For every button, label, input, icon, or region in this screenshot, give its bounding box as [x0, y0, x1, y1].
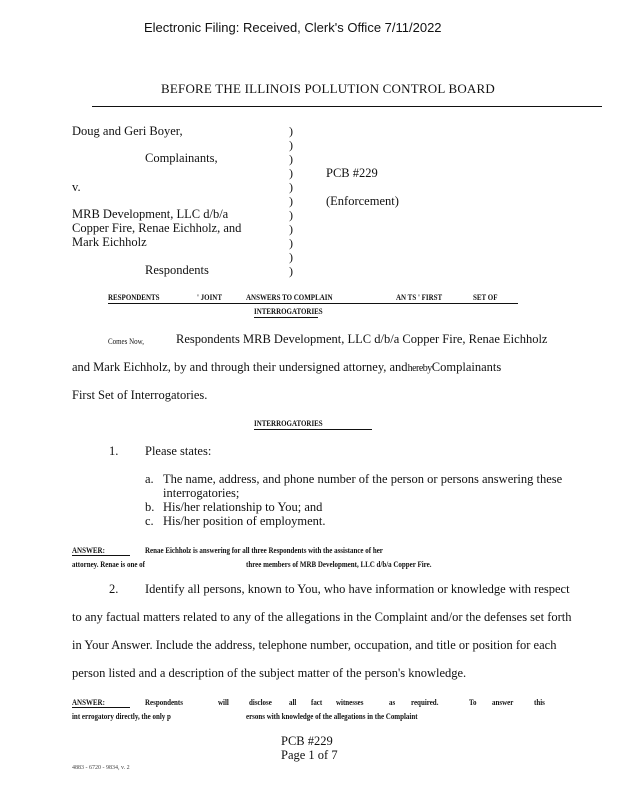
- q2-answer-label: ANSWER:: [72, 697, 105, 707]
- section-title: INTERROGATORIES: [254, 418, 323, 428]
- respondents-line1: MRB Development, LLC d/b/a: [72, 207, 229, 221]
- q2-line4: person listed and a description of the subject matter of the person's knowledge.: [72, 666, 467, 680]
- intro-line2-hereby: hereby: [407, 363, 432, 374]
- q2-line1: Identify all persons, known to You, who have information or knowledge with respect: [145, 582, 570, 596]
- q2-answer-underline: [72, 707, 130, 708]
- intro-line2-c: Complainants: [431, 360, 502, 374]
- intro-line2-a: and Mark Eichholz, by and through their undersigned attorney, and: [72, 360, 408, 374]
- footer-case-number: PCB #229: [281, 734, 333, 748]
- heading-set-of: SET OF: [473, 292, 498, 302]
- footer-doc-id: 4883 - 6720 - 9834, v. 2: [72, 765, 130, 771]
- heading-underline-2: [254, 317, 318, 318]
- q2-answer-word: answer: [492, 697, 514, 707]
- versus: v.: [72, 180, 81, 194]
- case-number: PCB #229: [326, 166, 378, 180]
- paren: ): [289, 236, 293, 250]
- intro-line1: Respondents MRB Development, LLC d/b/a Copper Fire, Renae Eichholz: [176, 332, 548, 346]
- section-title-underline: [254, 429, 372, 430]
- case-type: (Enforcement): [326, 194, 399, 208]
- q1-answer-underline: [72, 555, 130, 556]
- filing-stamp: Electronic Filing: Received, Clerk's Office 7/11/2022: [144, 20, 442, 35]
- q2-answer-word: To: [469, 697, 477, 707]
- heading-interrogatories: INTERROGATORIES: [254, 306, 323, 316]
- q2-answer-word: this: [534, 697, 545, 707]
- respondents-label: Respondents: [145, 263, 209, 277]
- title-rule: [92, 106, 602, 107]
- intro-line3: First Set of Interrogatories.: [72, 388, 208, 402]
- paren: ): [289, 124, 293, 138]
- paren: ): [289, 222, 293, 236]
- complainants-names: Doug and Geri Boyer,: [72, 124, 183, 138]
- intro-line2: [72, 360, 501, 375]
- q1-item-a-label: a.: [145, 472, 154, 486]
- heading-respondents: RESPONDENTS: [108, 292, 160, 302]
- paren: ): [289, 152, 293, 166]
- complainants-label: Complainants,: [145, 151, 218, 165]
- q1-item-b-label: b.: [145, 500, 155, 514]
- q2-answer-word: Respondents: [145, 697, 183, 707]
- heading-first: AN TS ' FIRST: [396, 292, 443, 302]
- q1-item-c-label: c.: [145, 514, 154, 528]
- q1-answer-line2b: three members of MRB Development, LLC d/b/a Copper Fire.: [246, 559, 432, 569]
- paren: ): [289, 166, 293, 180]
- paren: ): [289, 180, 293, 194]
- heading-answers: ANSWERS TO COMPLAIN: [246, 292, 333, 302]
- q1-item-b-line1: His/her relationship to You; and: [163, 500, 323, 514]
- respondents-line2: Copper Fire, Renae Eichholz, and: [72, 221, 242, 235]
- board-title: BEFORE THE ILLINOIS POLLUTION CONTROL BOARD: [161, 81, 495, 96]
- comes-now: Comes Now,: [108, 336, 144, 346]
- q1-text: Please states:: [145, 444, 212, 458]
- q1-item-c-line1: His/her position of employment.: [163, 514, 326, 528]
- q2-answer-word: fact: [311, 697, 323, 707]
- q2-answer-word: will: [218, 697, 229, 707]
- footer-page-number: Page 1 of 7: [281, 748, 338, 762]
- q2-answer-word: witnesses: [336, 697, 364, 707]
- paren: ): [289, 138, 293, 152]
- q1-item-a-line2: interrogatories;: [163, 486, 240, 500]
- paren: ): [289, 250, 293, 264]
- q1-answer-line1: Renae Eichholz is answering for all three Respondents with the assistance of her: [145, 545, 383, 555]
- q2-answer-word: disclose: [249, 697, 272, 707]
- q1-item-a-line1: The name, address, and phone number of the person or persons answering these: [163, 472, 563, 486]
- q2-answer-line2b: ersons with knowledge of the allegations in the Complaint: [246, 711, 418, 721]
- q1-answer-label: ANSWER:: [72, 545, 105, 555]
- q1-answer-line2a: attorney. Renae is one of: [72, 559, 145, 569]
- q2-line3: in Your Answer. Include the address, telephone number, occupation, and title or position for each: [72, 638, 557, 652]
- q2-answer-word: required.: [411, 697, 439, 707]
- q2-answer-word: as: [389, 697, 396, 707]
- q2-number: 2.: [109, 582, 119, 596]
- q1-number: 1.: [109, 444, 119, 458]
- q2-answer-word: all: [289, 697, 297, 707]
- respondents-line3: Mark Eichholz: [72, 235, 147, 249]
- heading-underline-1: [108, 303, 518, 304]
- heading-joint: ' JOINT: [197, 292, 222, 302]
- paren: ): [289, 208, 293, 222]
- paren: ): [289, 194, 293, 208]
- q2-line2: to any factual matters related to any of the allegations in the Complaint and/or the defenses set forth: [72, 610, 572, 624]
- paren: ): [289, 264, 293, 278]
- q2-answer-line2a: int errogatory directly, the only p: [72, 711, 171, 721]
